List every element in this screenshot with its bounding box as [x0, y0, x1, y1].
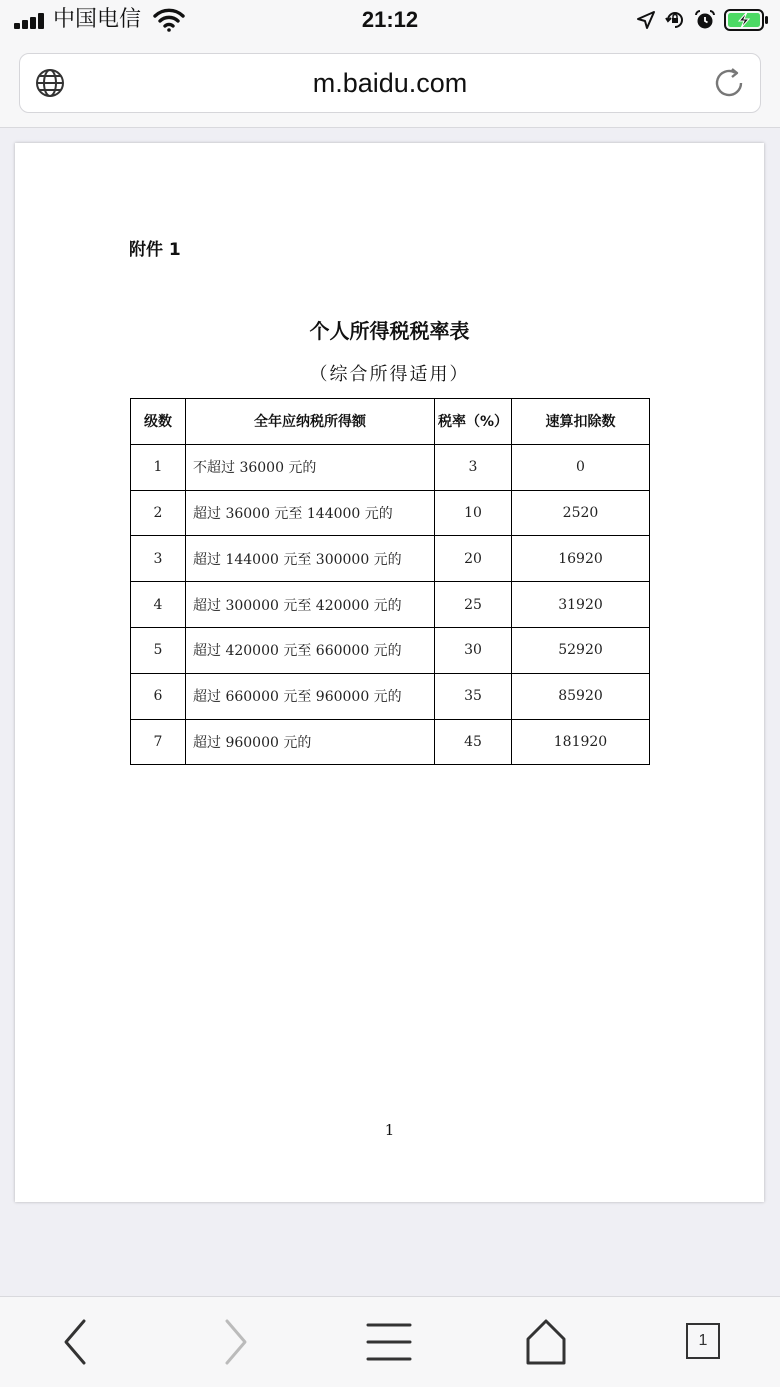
home-icon — [516, 1317, 576, 1367]
tabs-icon: 1 — [686, 1323, 720, 1359]
cell-quick-deduction: 52920 — [512, 627, 650, 673]
cell-tax-rate: 20 — [435, 536, 512, 582]
cell-quick-deduction: 16920 — [512, 536, 650, 582]
cell-tax-rate: 10 — [435, 490, 512, 536]
signal-icon — [14, 13, 46, 29]
alarm-icon — [694, 9, 716, 31]
attachment-label: 附件 1 — [129, 240, 181, 260]
header-level: 级数 — [131, 399, 186, 445]
forward-icon — [205, 1317, 265, 1367]
cell-tax-rate: 35 — [435, 673, 512, 719]
cell-level: 1 — [131, 444, 186, 490]
cell-level: 4 — [131, 582, 186, 628]
cell-income-range: 超过 144000 元至 300000 元的 — [186, 536, 435, 582]
orientation-lock-icon — [664, 9, 686, 31]
cell-tax-rate: 25 — [435, 582, 512, 628]
document-title: 个人所得税税率表 — [309, 319, 470, 343]
cell-income-range: 不超过 36000 元的 — [186, 444, 435, 490]
cell-income-range: 超过 420000 元至 660000 元的 — [186, 627, 435, 673]
carrier-name: 中国电信 — [53, 7, 142, 32]
cell-level: 6 — [131, 673, 186, 719]
tabs-button[interactable] — [672, 1317, 732, 1367]
url-text[interactable]: m.baidu.com — [312, 68, 468, 98]
cell-level: 3 — [131, 536, 186, 582]
status-time: 21:12 — [361, 7, 419, 32]
cell-income-range: 超过 300000 元至 420000 元的 — [186, 582, 435, 628]
back-button[interactable] — [46, 1317, 106, 1367]
page-number: 1 — [384, 1121, 395, 1139]
battery-charging-icon — [724, 8, 770, 32]
cell-income-range: 超过 660000 元至 960000 元的 — [186, 673, 435, 719]
back-icon — [46, 1317, 106, 1367]
cell-quick-deduction: 0 — [512, 444, 650, 490]
cell-level: 5 — [131, 627, 186, 673]
cell-tax-rate: 3 — [435, 444, 512, 490]
document-subtitle: （综合所得适用） — [309, 364, 470, 385]
cell-tax-rate: 30 — [435, 627, 512, 673]
table-row — [131, 719, 650, 765]
browser-toolbar — [0, 1296, 780, 1387]
address-bar[interactable] — [19, 53, 761, 113]
document-page — [15, 143, 764, 1202]
cell-quick-deduction: 2520 — [512, 490, 650, 536]
table-row — [131, 536, 650, 582]
cell-quick-deduction: 85920 — [512, 673, 650, 719]
wifi-icon — [153, 8, 185, 32]
header-quick-deduction: 速算扣除数 — [512, 399, 650, 445]
cell-quick-deduction: 31920 — [512, 582, 650, 628]
tax-rate-table — [130, 398, 650, 765]
header-tax-rate: 税率（%） — [435, 399, 512, 445]
header-income-range: 全年应纳税所得额 — [186, 399, 435, 445]
home-button[interactable] — [516, 1317, 576, 1367]
cell-quick-deduction: 181920 — [512, 719, 650, 765]
cell-level: 2 — [131, 490, 186, 536]
cell-tax-rate: 45 — [435, 719, 512, 765]
table-row — [131, 444, 650, 490]
forward-button[interactable] — [205, 1317, 265, 1367]
cell-income-range: 超过 36000 元至 144000 元的 — [186, 490, 435, 536]
status-bar — [0, 0, 780, 40]
table-row — [131, 582, 650, 628]
cell-level: 7 — [131, 719, 186, 765]
table-row — [131, 490, 650, 536]
globe-icon — [35, 68, 65, 98]
location-arrow-icon — [636, 10, 656, 30]
table-header-row — [131, 399, 650, 445]
browser-address-area — [0, 40, 780, 128]
menu-button[interactable] — [359, 1317, 419, 1367]
menu-icon — [359, 1317, 419, 1367]
reload-icon[interactable] — [712, 66, 746, 100]
table-row — [131, 673, 650, 719]
cell-income-range: 超过 960000 元的 — [186, 719, 435, 765]
table-row — [131, 627, 650, 673]
